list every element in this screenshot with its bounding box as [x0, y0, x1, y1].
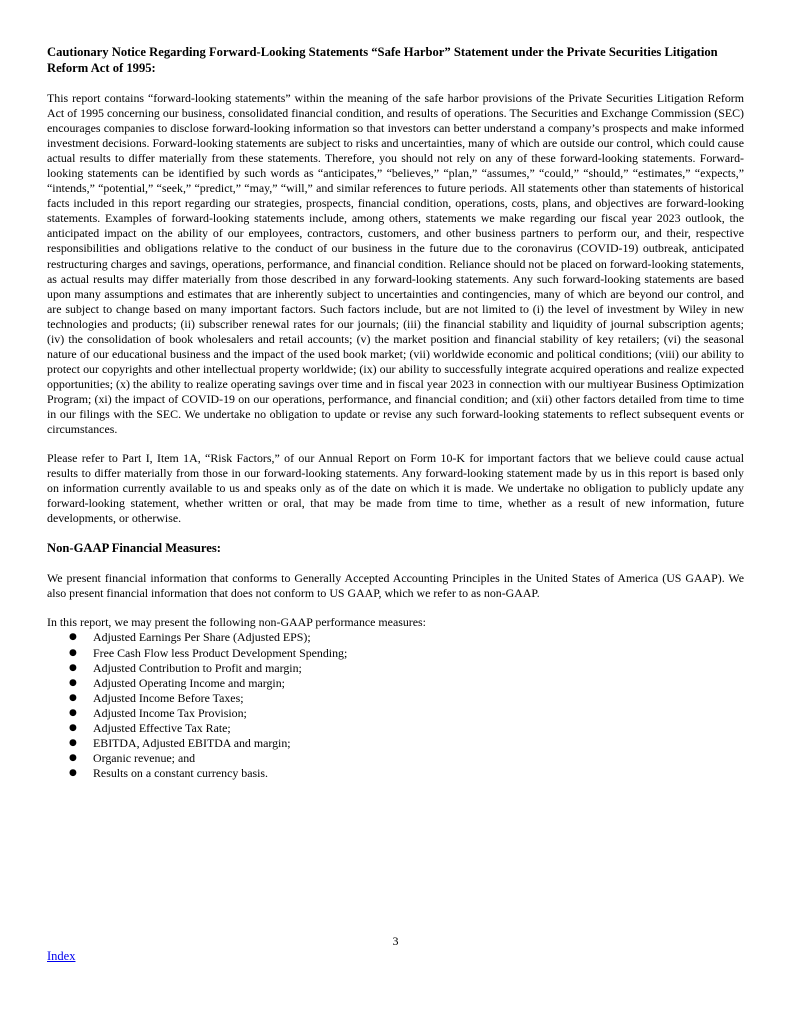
non-gaap-paragraph-2: In this report, we may present the following non-GAAP performance measures: — [47, 615, 426, 630]
document-body — [47, 44, 744, 781]
list-item — [47, 706, 744, 721]
list-item — [47, 630, 744, 645]
bullet-icon: ● — [69, 692, 77, 703]
index-link[interactable]: Index — [47, 949, 76, 963]
bullet-icon: ● — [69, 662, 77, 673]
measure-label: Adjusted Income Tax Provision; — [93, 705, 247, 720]
safe-harbor-heading: Cautionary Notice Regarding Forward-Looking Statements “Safe Harbor” Statement under the Private Securities Litigation Reform Act of 1995: — [47, 45, 718, 75]
measure-label: Adjusted Income Before Taxes; — [93, 690, 244, 705]
bullet-icon: ● — [69, 723, 77, 734]
bullet-icon: ● — [69, 738, 77, 749]
safe-harbor-paragraph-2: Please refer to Part I, Item 1A, “Risk Factors,” of our Annual Report on Form 10-K for important factors that we believe could cause actual results to differ materially from those in our forward-looking statements. Any forward-looking statement made by us in this report is based only on information currently available to us and speaks only as of the date on which it is made. We undertake no obligation to publicly update any forward-looking statement, whether written or oral, that may be made from time to time, whether as a result of new information, future developments, or otherwise. — [47, 451, 744, 526]
measure-label: Free Cash Flow less Product Development Spending; — [93, 645, 348, 660]
list-item — [47, 736, 744, 751]
bullet-icon: ● — [69, 677, 77, 688]
measure-label: Adjusted Operating Income and margin; — [93, 675, 285, 690]
list-item — [47, 721, 744, 736]
bullet-icon: ● — [69, 753, 77, 764]
list-item — [47, 766, 744, 781]
measure-label: EBITDA, Adjusted EBITDA and margin; — [93, 736, 291, 751]
bullet-icon: ● — [69, 647, 77, 658]
bullet-icon: ● — [69, 632, 77, 643]
list-item — [47, 661, 744, 676]
list-item — [47, 691, 744, 706]
page-number: 3 — [392, 934, 399, 948]
measure-label: Adjusted Contribution to Profit and margin; — [93, 660, 302, 675]
measure-label: Results on a constant currency basis. — [93, 766, 269, 781]
measure-label: Organic revenue; and — [93, 751, 196, 766]
safe-harbor-paragraph-1: This report contains “forward-looking statements” within the meaning of the safe harbor provisions of the Private Securities Litigation Reform Act of 1995 concerning our business, consolidated financial condition, and results of operations. The Securities and Exchange Commission (SEC) encourages companies to disclose forward-looking information so that investors can better understand a company’s prospects and make informed investment decisions. Forward-looking statements are subject to risks and uncertainties, many of which are outside our control, which could cause actual results to differ materially from these statements. Therefore, you should not rely on any of these forward-looking statements. Forward-looking statements can be identified by such words as “anticipates,” “believes,” “plan,” “assumes,” “could,” “should,” “estimates,” “expects,” “intends,” “potential,” “seek,” “predict,” “may,” “will,” and similar references to future periods. All statements other than statements of historical facts included in this report regarding our strategies, prospects, financial condition, operations, costs, plans, and objectives are forward-looking statements. Examples of forward-looking statements include, among others, statements we make regarding our fiscal year 2023 outlook, the anticipated impact on the ability of our employees, contractors, customers, and other business partners to perform our, and their, respective responsibilities and obligations relative to the conduct of our business in the future due to the coronavirus (COVID-19) outbreak, anticipated restructuring charges and savings, operations, performance, and financial condition. Reliance should not be placed on forward-looking statements, as actual results may differ materially from those described in any forward-looking statements. Any such forward-looking statements are based upon many assumptions and estimates that are inherently subject to uncertainties and contingencies, many of which are beyond our control, and are subject to change based on many important factors. Such factors include, but are not limited to (i) the level of investment by Wiley in new technologies and products; (ii) subscriber renewal rates for our journals; (iii) the financial stability and liquidity of journal subscription agents; (iv) the consolidation of book wholesalers and retail accounts; (v) the market position and financial stability of key retailers; (vi) the seasonal nature of our educational business and the impact of the used book market; (vii) worldwide economic and political conditions; (viii) our ability to protect our copyrights and other intellectual property worldwide; (ix) our ability to successfully integrate acquired operations and realize expected opportunities; (x) the ability to realize operating savings over time and in fiscal year 2023 in connection with our multiyear Business Optimization Program; (xi) the impact of COVID-19 on our operations, performance, and financial condition; and (xii) other factors detailed from time to time in our filings with the SEC. We undertake no obligation to update or revise any such forward-looking statements to reflect subsequent events or circumstances. — [47, 91, 744, 437]
non-gaap-paragraph-1: We present financial information that conforms to Generally Accepted Accounting Principles in the United States of America (US GAAP). We also present financial information that does not conform to US GAAP, which we refer to as non-GAAP. — [47, 571, 744, 601]
measure-label: Adjusted Effective Tax Rate; — [93, 721, 231, 736]
non-gaap-heading: Non-GAAP Financial Measures: — [47, 541, 221, 556]
list-item — [47, 646, 744, 661]
bullet-icon: ● — [69, 707, 77, 718]
non-gaap-measures-list — [47, 630, 744, 781]
measure-label: Adjusted Earnings Per Share (Adjusted EPS); — [93, 630, 311, 645]
bullet-icon: ● — [69, 768, 77, 779]
list-item — [47, 676, 744, 691]
list-item — [47, 751, 744, 766]
